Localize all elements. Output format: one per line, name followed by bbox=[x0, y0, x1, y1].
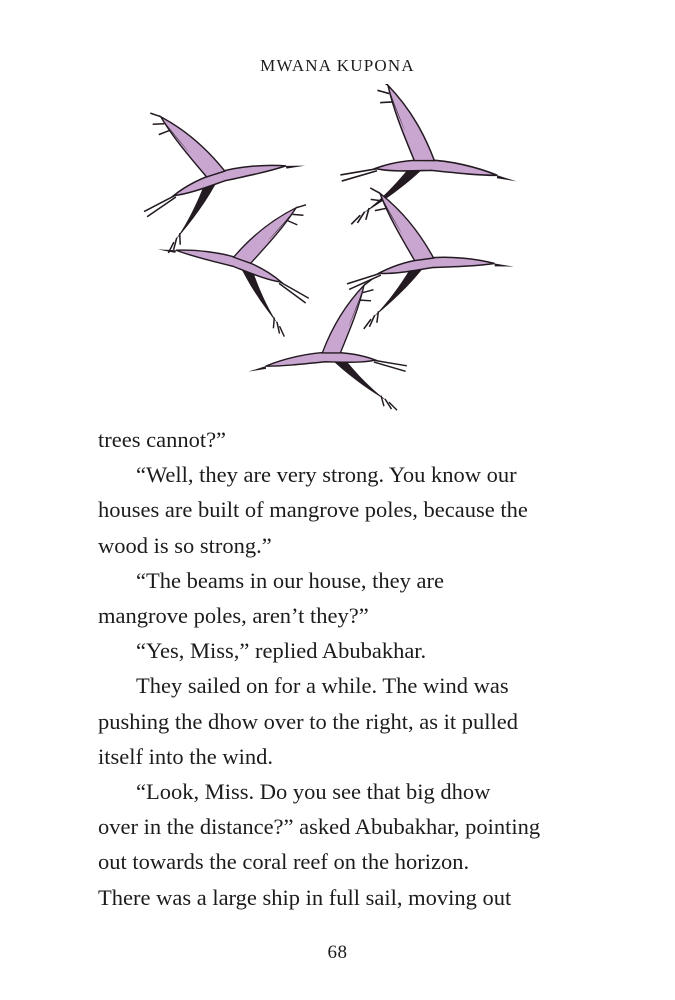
bird-drawing bbox=[240, 276, 411, 414]
page-number: 68 bbox=[327, 942, 348, 963]
bird-drawing bbox=[335, 84, 526, 241]
text-line: houses are built of mangrove poles, because the bbox=[98, 497, 528, 523]
text-line: mangrove poles, aren’t they?” bbox=[98, 603, 369, 629]
body-text bbox=[98, 422, 598, 915]
text-line: pushing the dhow over to the right, as it pulled bbox=[98, 708, 518, 734]
text-line: itself into the wind. bbox=[98, 743, 273, 769]
birds-illustration bbox=[128, 84, 548, 414]
text-line: trees cannot?” bbox=[98, 427, 227, 452]
text-line: “Well, they are very strong. You know our bbox=[136, 462, 517, 488]
flock bbox=[128, 84, 526, 414]
bird-drawing bbox=[145, 173, 331, 341]
text-line: out towards the coral reef on the horizon. bbox=[98, 849, 470, 875]
bird-drawing bbox=[344, 183, 516, 329]
running-head: MWANA KUPONA bbox=[260, 56, 415, 75]
text-line: There was a large ship in full sail, moving out bbox=[98, 884, 512, 910]
text-line: wood is so strong.” bbox=[98, 532, 272, 558]
bird-drawing bbox=[128, 84, 317, 256]
text-line: They sailed on for a while. The wind was bbox=[136, 673, 509, 699]
text-line: “Yes, Miss,” replied Abubakhar. bbox=[136, 638, 427, 664]
text-line: “The beams in our house, they are bbox=[136, 567, 445, 593]
text-line: over in the distance?” asked Abubakhar, pointing bbox=[98, 814, 541, 840]
text-line: “Look, Miss. Do you see that big dhow bbox=[136, 779, 491, 805]
